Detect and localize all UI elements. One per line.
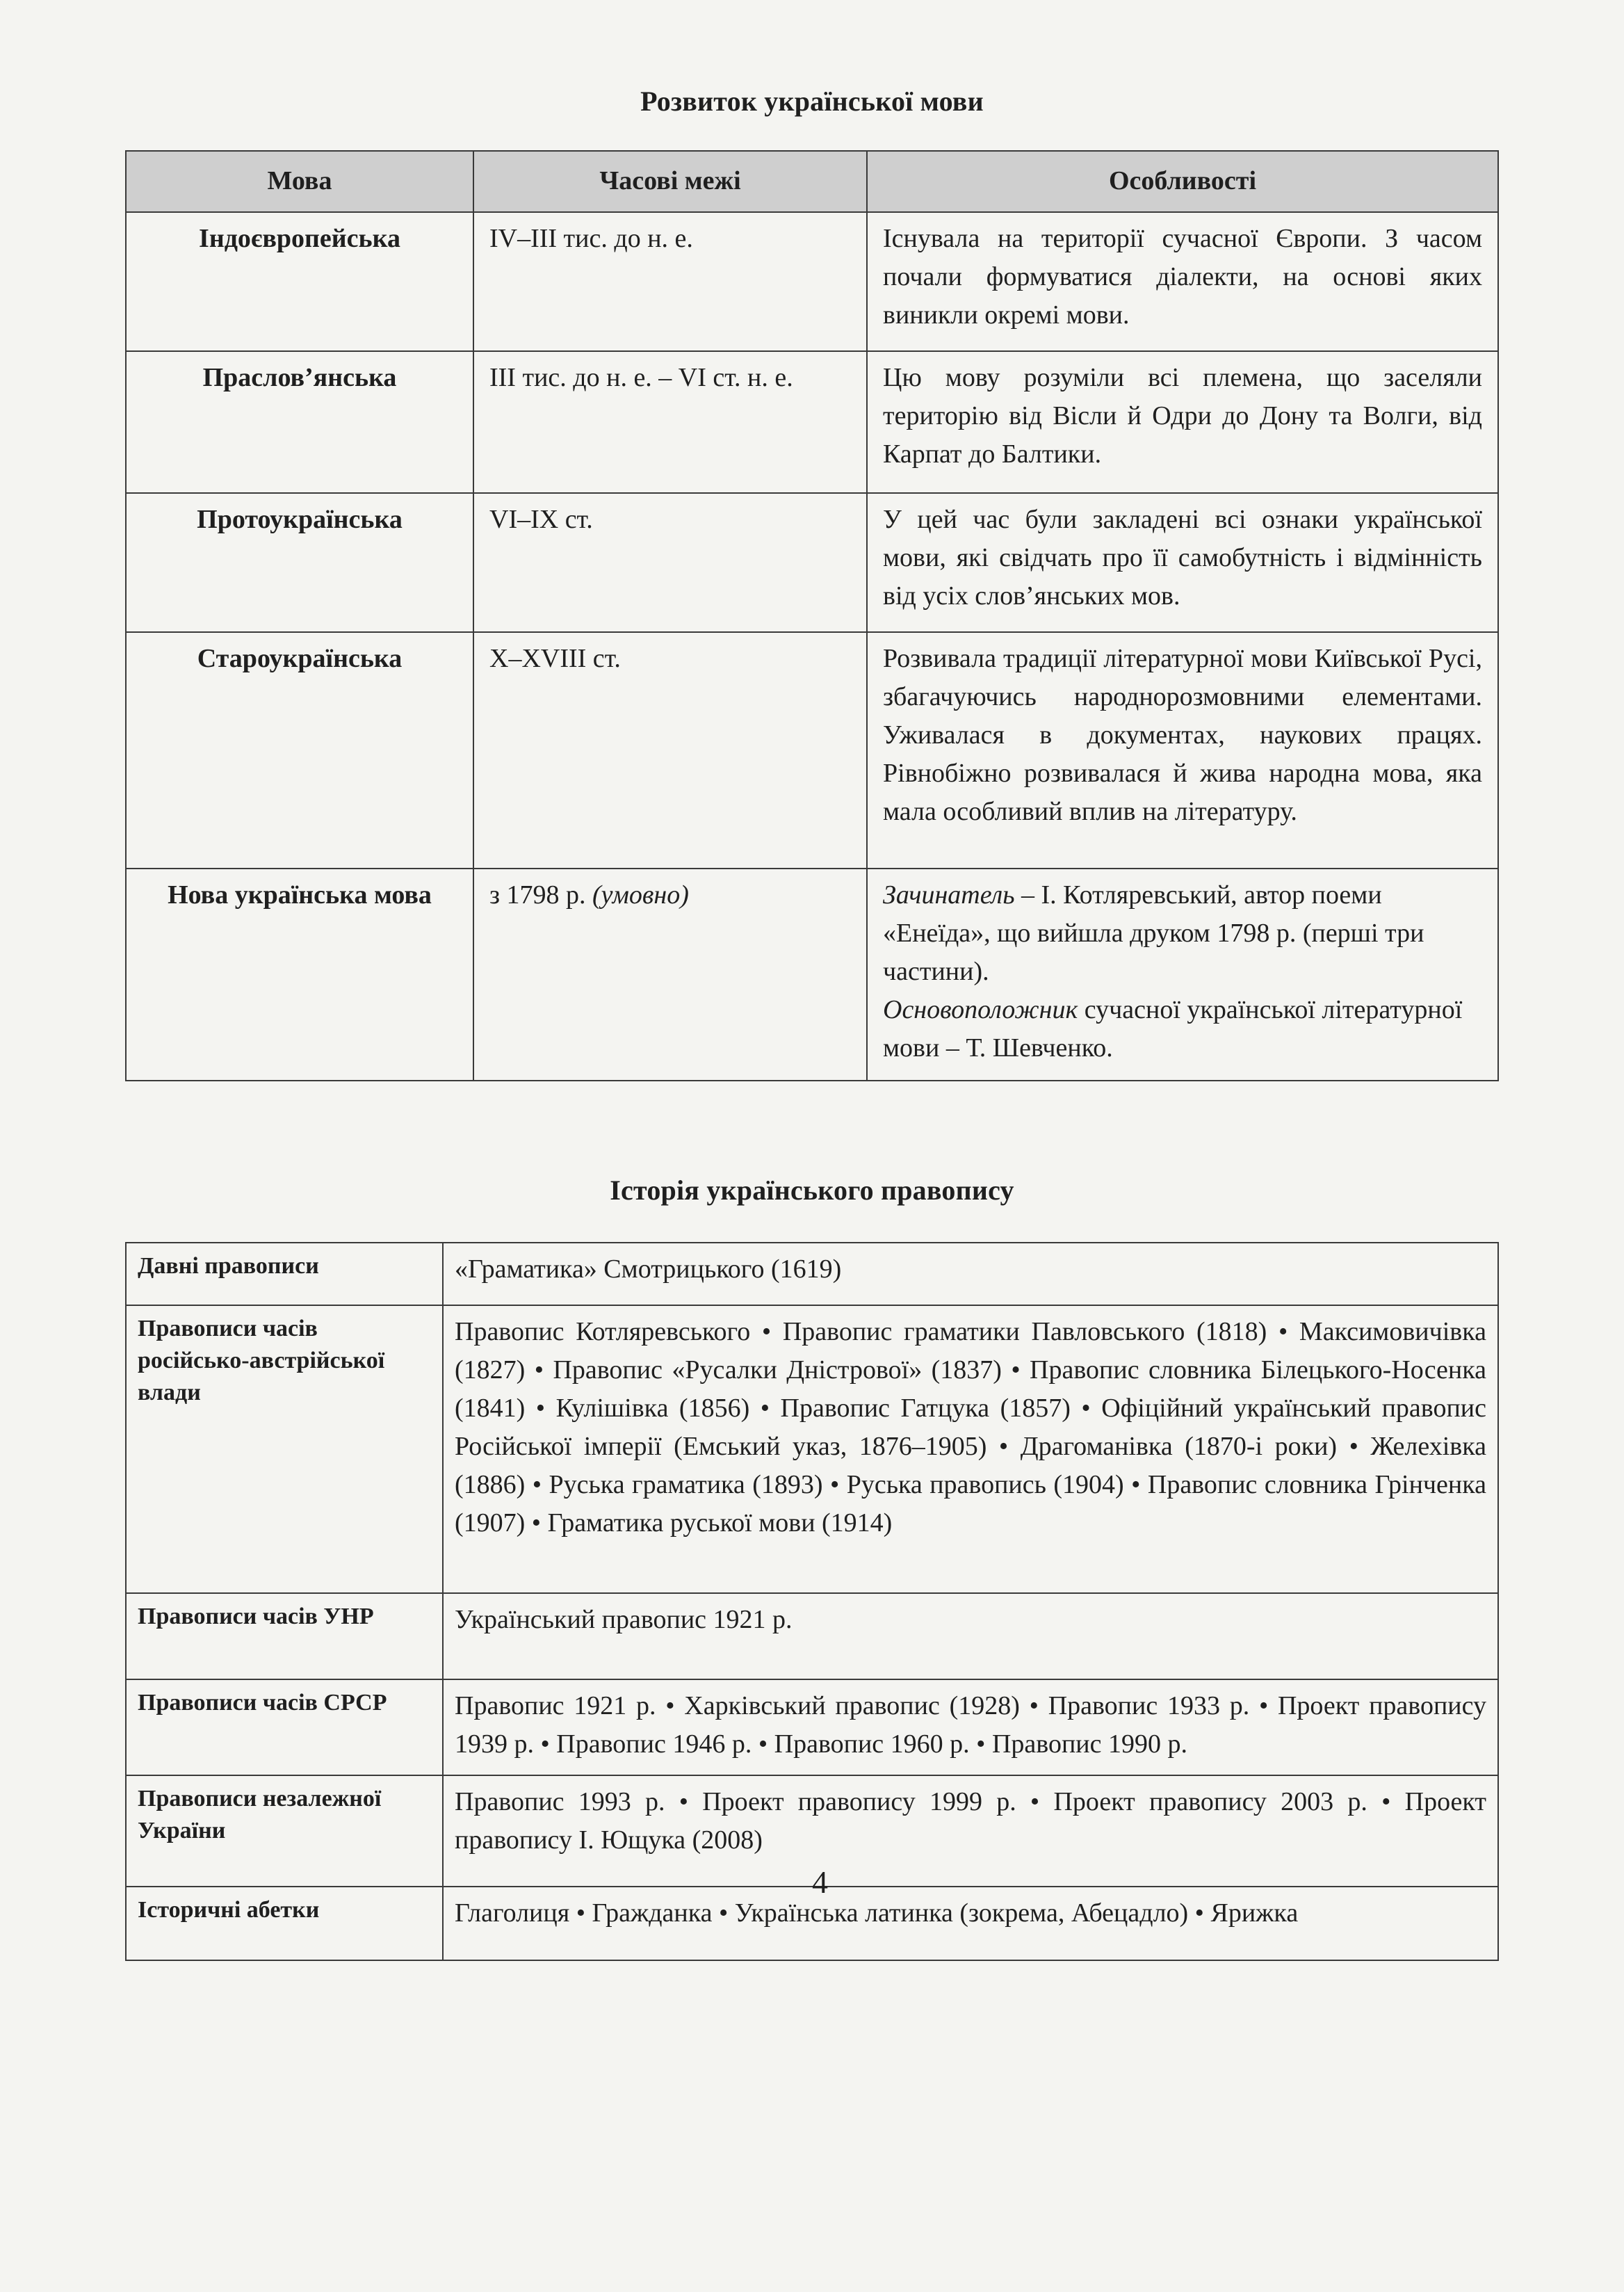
orthography-history-table bbox=[125, 1242, 1499, 1961]
row-period: VI–IX ст. bbox=[473, 493, 867, 632]
table-row bbox=[126, 1305, 1498, 1593]
row-category: Правописи часів СРСР bbox=[126, 1679, 443, 1775]
row-period: X–XVIII ст. bbox=[473, 632, 867, 869]
table1-title: Розвиток української мови bbox=[640, 86, 984, 117]
period-text: з 1798 р. bbox=[489, 880, 586, 910]
row-language: Праслов’янська bbox=[126, 351, 473, 493]
row-category: Давні правописи bbox=[126, 1243, 443, 1305]
row-items: Український правопис 1921 р. bbox=[443, 1593, 1498, 1679]
table-row bbox=[126, 1679, 1498, 1775]
row-period: III тис. до н. е. – VI ст. н. е. bbox=[473, 351, 867, 493]
table-header-row bbox=[126, 151, 1498, 212]
row-language: Індоєвропейська bbox=[126, 212, 473, 351]
header-language: Мова bbox=[126, 151, 473, 212]
row-features: У цей час були закладені всі ознаки української мови, які свідчать про її самобутність і відмінність від усіх слов’янських мов. bbox=[867, 493, 1498, 632]
row-items: Правопис 1921 р. • Харківський правопис (1928) • Правопис 1933 р. • Проект правопису 1939 р. • Правопис 1946 р. • Правопис 1960 р. • Правопис 1990 р. bbox=[443, 1679, 1498, 1775]
table-row bbox=[126, 1593, 1498, 1679]
row-items: Глаголиця • Гражданка • Українська латинка (зокрема, Абецадло) • Ярижка bbox=[443, 1887, 1498, 1960]
founder-text: – І. Котляревський, автор поеми «Енеїда», що вийшла друком 1798 р. (перші три частини). bbox=[883, 880, 1424, 987]
table-row bbox=[126, 632, 1498, 869]
features-founder bbox=[883, 876, 1482, 991]
row-language: Протоукраїнська bbox=[126, 493, 473, 632]
row-features: Розвивала традиції літературної мови Київської Русі, збагачуючись народнорозмовними елементами. Уживалася в документах, наукових працях. Рівнобіжно розвивалася й жива народна мова, яка мала особливий вплив на літературу. bbox=[867, 632, 1498, 869]
row-features: Цю мову розуміли всі племена, що заселяли територію від Вісли й Одри до Дону та Волги, від Карпат до Балтики. bbox=[867, 351, 1498, 493]
table2-title: Історія українського правопису bbox=[610, 1175, 1014, 1206]
table-row bbox=[126, 493, 1498, 632]
table-row bbox=[126, 1243, 1498, 1305]
period-note: (умовно) bbox=[592, 880, 689, 910]
row-items: Правопис 1993 р. • Проект правопису 1999 р. • Проект правопису 2003 р. • Проект правопису І. Ющука (2008) bbox=[443, 1775, 1498, 1887]
modern-founder-label: Основоположник bbox=[883, 995, 1078, 1025]
row-period bbox=[473, 869, 867, 1081]
table-row bbox=[126, 869, 1498, 1081]
header-features: Особливості bbox=[867, 151, 1498, 212]
row-language: Староукраїнська bbox=[126, 632, 473, 869]
language-development-table bbox=[125, 150, 1499, 1081]
row-category: Правописи незалежної України bbox=[126, 1775, 443, 1887]
header-period: Часові межі bbox=[473, 151, 867, 212]
row-items: «Граматика» Смотрицького (1619) bbox=[443, 1243, 1498, 1305]
row-features bbox=[867, 869, 1498, 1081]
row-features: Існувала на території сучасної Європи. З часом почали формуватися діалекти, на основі яких виникли окремі мови. bbox=[867, 212, 1498, 351]
row-category: Правописи часів російсько-австрійської влади bbox=[126, 1305, 443, 1593]
table-row bbox=[126, 351, 1498, 493]
row-category: Правописи часів УНР bbox=[126, 1593, 443, 1679]
row-items: Правопис Котляревського • Правопис граматики Павловського (1818) • Максимовичівка (1827) • Правопис «Русалки Дністрової» (1837) • Правопис словника Білецького-Носенка (1841) • Кулішівка (1856) • Правопис Гатцука (1857) • Офіційний український правопис Російської імперії (Емський указ, 1876–1905) • Драгоманівка (1870-і роки) • Желехівка (1886) • Руська граматика (1893) • Руська правопись (1904) • Правопис словника Грінченка (1907) • Граматика руської мови (1914) bbox=[443, 1305, 1498, 1593]
founder-label: Зачинатель bbox=[883, 880, 1015, 910]
row-language: Нова українська мова bbox=[126, 869, 473, 1081]
features-founder-modern bbox=[883, 991, 1482, 1067]
row-category: Історичні абетки bbox=[126, 1887, 443, 1960]
table-row bbox=[126, 212, 1498, 351]
modern-founder-text: сучасної української літературної мови – Т. Шевченко. bbox=[883, 995, 1463, 1063]
row-period: IV–III тис. до н. е. bbox=[473, 212, 867, 351]
page-number: 4 bbox=[812, 1864, 828, 1900]
